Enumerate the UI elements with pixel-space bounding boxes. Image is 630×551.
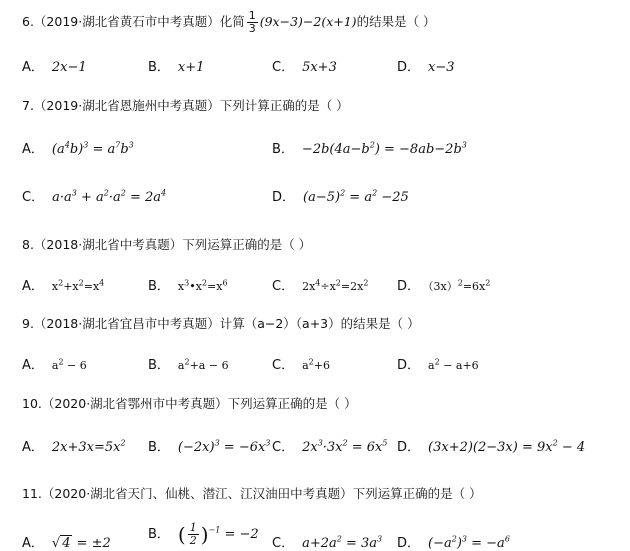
option-d: D． $(-a^2)^3 = -a^6$ <box>397 534 510 551</box>
option-a: A． $(a^4b)^3 = a^7b^3$ <box>22 140 134 157</box>
question-8: 8.（2018·湖北省中考真题）下列运算正确的是（ ） <box>22 237 312 252</box>
question-7: 7.（2019·湖北省恩施州中考真题）下列计算正确的是（ ） <box>22 98 349 113</box>
option-a: A． $a^2 - 6$ <box>22 357 87 373</box>
option-d: D． $(3x)^2=6x^2$ <box>397 278 491 294</box>
question-9: 9.（2018·湖北省宜昌市中考真题）计算（a−2）（a+3）的结果是（ ） <box>22 316 420 331</box>
option-b: B． $(-2x)^3 = -6x^3$ <box>148 438 271 455</box>
option-a: A． $2x+3x=5x^2$ <box>22 438 126 455</box>
option-c: C． $a^2+6$ <box>272 357 330 373</box>
option-b: B． $x^3•x^2=x^6$ <box>148 278 228 294</box>
question-6-expression: (9x−3)−2(x+1) <box>259 14 357 29</box>
option-d: D． $(3x+2)(2-3x) = 9x^2 - 4$ <box>397 438 586 455</box>
question-6-text: 6.（2019·湖北省黄石市中考真题）化简 <box>22 14 245 29</box>
option-c: C． $2x^3\cdot 3x^2 = 6x^5$ <box>272 438 388 455</box>
option-b: B． x+1 <box>148 60 205 75</box>
option-b: B． $a^2+a - 6$ <box>148 357 229 373</box>
option-b: B． $-2b(4a-b^2) = -8ab-2b^3$ <box>272 140 467 157</box>
option-d: D． $(a-5)^2 = a^2 -25$ <box>272 188 409 205</box>
question-11: 11.（2020·湖北省天门、仙桃、潜江、江汉油田中考真题）下列运算正确的是（ ） <box>22 486 482 501</box>
option-a: A． 2x−1 <box>22 60 87 75</box>
option-b: B． ( $\frac{1}{2}$ )$^{-1}$ = −2 <box>148 521 259 547</box>
option-c: C． 5x+3 <box>272 60 337 75</box>
option-d: D． x−3 <box>397 60 455 75</box>
question-10: 10.（2020·湖北省鄂州市中考真题）下列运算正确的是（ ） <box>22 396 357 411</box>
option-c: C． $2x^4\div x^2=2x^2$ <box>272 278 369 294</box>
option-d: D． $a^2 - a+6$ <box>397 357 479 373</box>
option-c: C． $a+2a^2 = 3a^3$ <box>272 534 383 551</box>
question-6: 6.（2019·湖北省黄石市中考真题）化简 $\frac{1}{3}$ (9x−3)−2(x+1)的结果是（ ） <box>22 9 436 35</box>
option-a: A． √ 4 = ±2 <box>22 536 111 551</box>
option-a: A． $x^2+x^2=x^4$ <box>22 278 105 294</box>
fraction: $\frac{1}{3}$ <box>248 9 256 35</box>
option-c: C． $a\cdot a^3 + a^2\cdot a^2 = 2a^4$ <box>22 188 167 205</box>
